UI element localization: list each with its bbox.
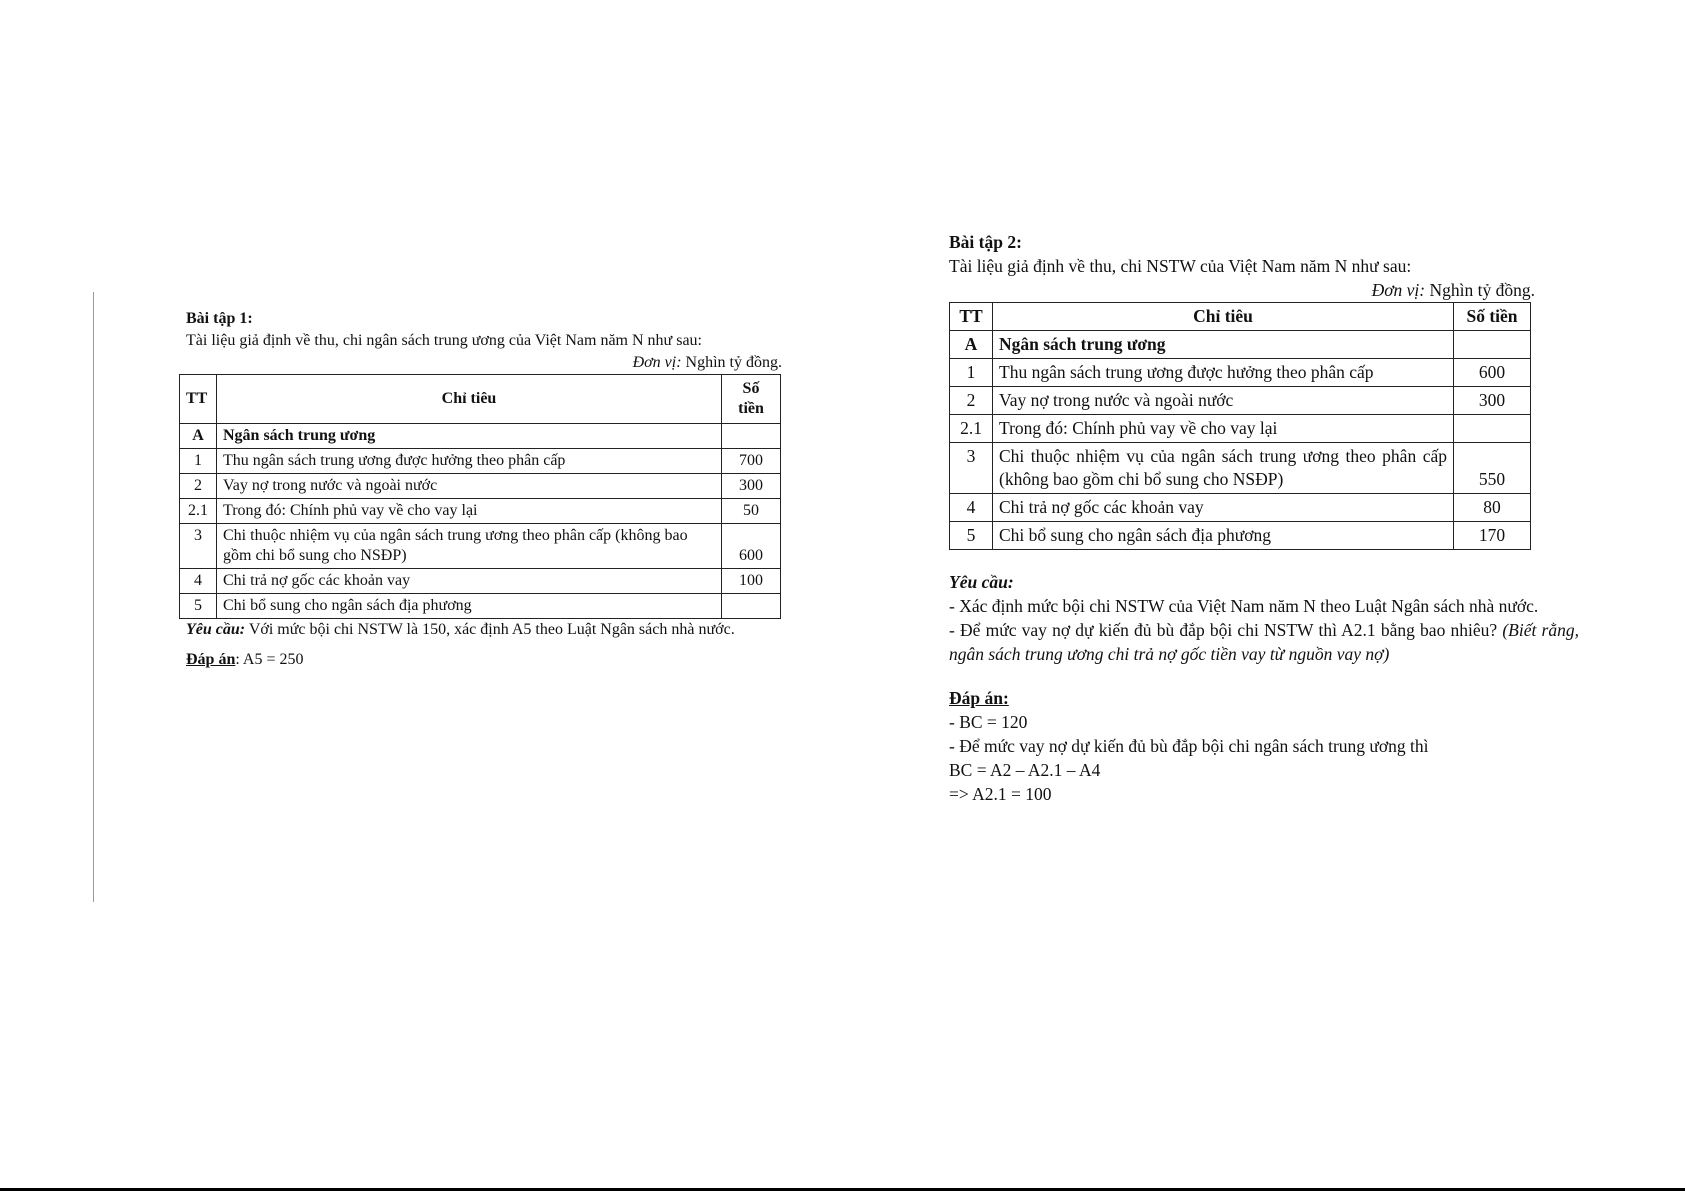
row-indicator: Chi thuộc nhiệm vụ của ngân sách trung ương theo phân cấp (không bao gồm chi bổ sung cho NSĐP) (217, 524, 722, 569)
header-tt: TT (950, 303, 993, 331)
requirement-item: - Xác định mức bội chi NSTW của Việt Nam năm N theo Luật Ngân sách nhà nước. (949, 596, 1539, 616)
table-row (180, 594, 781, 619)
exercise-2-table (949, 302, 1531, 550)
unit-label: Đơn vị: (632, 354, 682, 371)
table-row (950, 494, 1531, 522)
requirement-note: (Biết rằng, ngân sách trung ương chi trả nợ gốc tiền vay từ nguồn vay nợ) (949, 620, 1579, 664)
requirement-label: Yêu cầu: (186, 621, 246, 638)
requirement-text: Với mức bội chi NSTW là 150, xác định A5 theo Luật Ngân sách nhà nước. (245, 621, 735, 638)
row-amount: 300 (722, 474, 781, 499)
exercise-1 (186, 308, 786, 671)
exercise-1-requirement (186, 619, 786, 641)
row-indicator: Thu ngân sách trung ương được hưởng theo phân cấp (217, 449, 722, 474)
table-row (950, 522, 1531, 550)
exercise-2-requirement-label: Yêu cầu: (949, 572, 1014, 592)
exercise-2-title: Bài tập 2: (949, 232, 1022, 252)
answer-text: : A5 = 250 (235, 651, 304, 668)
row-amount: 80 (1454, 494, 1531, 522)
row-tt: A (180, 424, 217, 449)
exercise-2 (949, 230, 1579, 806)
row-amount (1454, 415, 1531, 443)
row-indicator: Trong đó: Chính phủ vay về cho vay lại (217, 499, 722, 524)
row-amount: 550 (1454, 443, 1531, 494)
exercise-1-unit (186, 352, 786, 374)
row-amount: 600 (1454, 359, 1531, 387)
row-indicator: Thu ngân sách trung ương được hưởng theo phân cấp (993, 359, 1454, 387)
table-row (950, 331, 1531, 359)
row-amount: 170 (1454, 522, 1531, 550)
row-amount (722, 424, 781, 449)
exercise-1-table (179, 374, 781, 619)
margin-line (93, 292, 94, 902)
row-indicator: Ngân sách trung ương (217, 424, 722, 449)
row-amount: 300 (1454, 387, 1531, 415)
row-amount: 600 (722, 524, 781, 569)
exercise-1-title: Bài tập 1: (186, 310, 253, 327)
row-tt: 2.1 (180, 499, 217, 524)
row-indicator: Ngân sách trung ương (993, 331, 1454, 359)
table-header-row (950, 303, 1531, 331)
unit-value: Nghìn tỷ đồng. (1425, 280, 1535, 300)
row-tt: 1 (180, 449, 217, 474)
row-tt: 5 (180, 594, 217, 619)
row-indicator: Chi thuộc nhiệm vụ của ngân sách trung ương theo phân cấp (không bao gồm chi bổ sung cho NSĐP) (993, 443, 1454, 494)
unit-value: Nghìn tỷ đồng. (681, 354, 782, 371)
table-row (180, 424, 781, 449)
row-tt: 3 (180, 524, 217, 569)
row-indicator: Chi bổ sung cho ngân sách địa phương (217, 594, 722, 619)
row-indicator: Chi bổ sung cho ngân sách địa phương (993, 522, 1454, 550)
table-row (950, 387, 1531, 415)
row-tt: 4 (950, 494, 993, 522)
row-tt: 2 (180, 474, 217, 499)
row-tt: 1 (950, 359, 993, 387)
row-amount (1454, 331, 1531, 359)
table-row (180, 449, 781, 474)
row-amount: 700 (722, 449, 781, 474)
row-tt: 5 (950, 522, 993, 550)
exercise-2-intro: Tài liệu giả định về thu, chi NSTW của Việt Nam năm N như sau: (949, 256, 1412, 276)
row-tt: 3 (950, 443, 993, 494)
row-indicator: Trong đó: Chính phủ vay về cho vay lại (993, 415, 1454, 443)
table-header-row (180, 375, 781, 424)
answer-line: - Để mức vay nợ dự kiến đủ bù đắp bội chi ngân sách trung ương thì (949, 736, 1429, 756)
row-tt: A (950, 331, 993, 359)
table-row (950, 443, 1531, 494)
row-amount: 100 (722, 569, 781, 594)
requirement-text: - Để mức vay nợ dự kiến đủ bù đắp bội chi NSTW thì A2.1 bằng bao nhiêu? (949, 620, 1503, 640)
row-amount: 50 (722, 499, 781, 524)
header-amount: Số tiền (722, 375, 781, 424)
table-row (180, 499, 781, 524)
row-indicator: Chi trả nợ gốc các khoản vay (217, 569, 722, 594)
exercise-1-answer (186, 649, 786, 671)
row-amount (722, 594, 781, 619)
exercise-2-answer-label: Đáp án: (949, 688, 1009, 708)
row-indicator: Chi trả nợ gốc các khoản vay (993, 494, 1454, 522)
row-indicator: Vay nợ trong nước và ngoài nước (993, 387, 1454, 415)
table-row (180, 524, 781, 569)
unit-label: Đơn vị: (1371, 280, 1426, 300)
requirement-item (949, 618, 1579, 666)
row-tt: 2 (950, 387, 993, 415)
exercise-1-intro: Tài liệu giả định về thu, chi ngân sách trung ương của Việt Nam năm N như sau: (186, 332, 702, 349)
exercise-2-unit (949, 278, 1579, 302)
table-row (950, 359, 1531, 387)
header-amount: Số tiền (1454, 303, 1531, 331)
table-row (180, 474, 781, 499)
answer-label: Đáp án (186, 651, 236, 668)
answer-line: => A2.1 = 100 (949, 784, 1052, 804)
row-tt: 2.1 (950, 415, 993, 443)
answer-line: - BC = 120 (949, 712, 1028, 732)
header-indicator: Chỉ tiêu (217, 375, 722, 424)
table-row (180, 569, 781, 594)
row-indicator: Vay nợ trong nước và ngoài nước (217, 474, 722, 499)
table-row (950, 415, 1531, 443)
row-tt: 4 (180, 569, 217, 594)
answer-line: BC = A2 – A2.1 – A4 (949, 760, 1101, 780)
header-tt: TT (180, 375, 217, 424)
header-indicator: Chỉ tiêu (993, 303, 1454, 331)
